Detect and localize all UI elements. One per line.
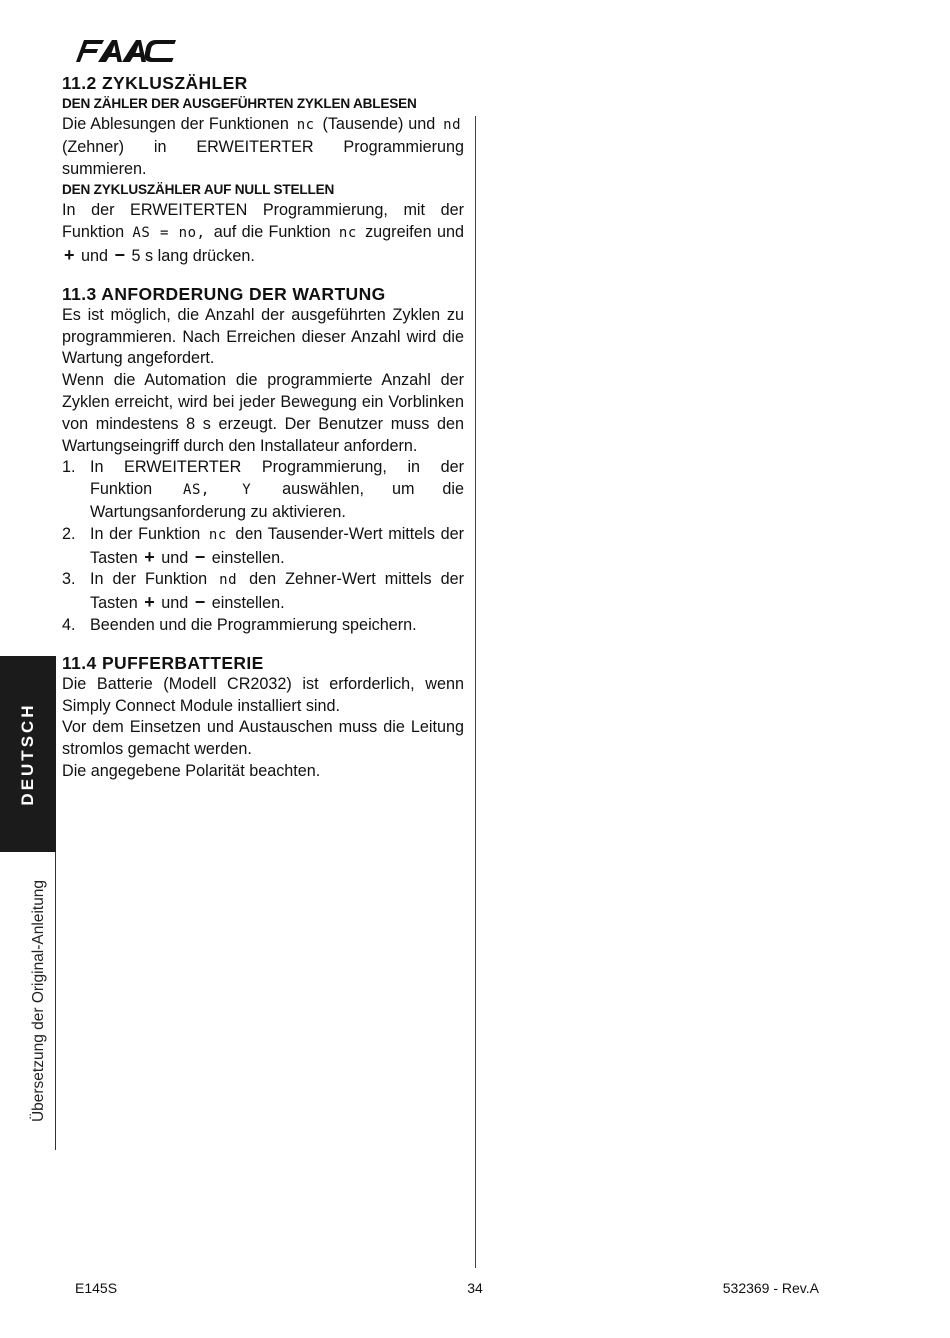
display-code-nc: nc: [338, 225, 357, 242]
minus-key-icon: −: [114, 244, 126, 265]
minus-key-icon: −: [194, 592, 206, 613]
list-item: 4. Beenden und die Programmierung speichern.: [62, 615, 417, 634]
display-code-nc: nc: [296, 117, 315, 133]
footer-model: E145S: [75, 1280, 118, 1296]
maintenance-steps-list: [62, 457, 464, 636]
sidebar-divider: [55, 852, 56, 1150]
paragraph-maintenance-intro: Es ist möglich, die Anzahl der ausgeführten Zyklen zu programmieren. Nach Erreichen dieser Anzahl wird die Wartung angefordert.: [62, 305, 464, 368]
faac-logo: [72, 38, 178, 64]
plus-key-icon: +: [144, 592, 155, 613]
paragraph-battery-model: Die Batterie (Modell CR2032) ist erforderlich, wenn Simply Connect Module installiert sind.: [62, 674, 464, 715]
paragraph-battery-polarity: Die angegebene Polarität beachten.: [62, 761, 321, 780]
list-item: 1. In ERWEITERTER Programmierung, in der Funktion AS, Y auswählen, um die Wartungsanforderung zu aktivieren.: [62, 458, 464, 521]
plus-key-icon: +: [64, 244, 75, 265]
display-code-as-y: AS, Y: [183, 482, 252, 499]
display-code-nc: nc: [208, 526, 227, 543]
display-code-nd: nd: [443, 117, 461, 133]
column-divider: [475, 116, 476, 1268]
language-tab-label: DEUTSCH: [18, 702, 37, 806]
footer-page-number: 34: [467, 1280, 483, 1296]
paragraph-maintenance-detail: Wenn die Automation die programmierte Anzahl der Zyklen erreicht, wird bei jeder Bewegung ein Vorblinken von mindestens 8 s erzeugt. Der Benutzer muss den Wartungseingriff durch den Installateur anfordern.: [62, 371, 464, 455]
subheading-read-counter: DEN ZÄHLER DER AUSGEFÜHRTEN ZYKLEN ABLESEN: [62, 96, 417, 111]
display-code-nd: nd: [219, 572, 238, 589]
section-heading-11-4: 11.4 PUFFERBATTERIE: [62, 652, 264, 673]
display-code-as-no: AS = no,: [132, 225, 206, 242]
footer-doc-revision: 532369 - Rev.A: [722, 1280, 819, 1296]
paragraph-reset-counter: In der ERWEITERTEN Programmierung, mit der Funktion AS = no, auf die Funktion nc zugreifen und + und − 5 s lang drücken.: [62, 201, 464, 265]
main-column: [62, 72, 464, 783]
list-item: 2. In der Funktion nc den Tausender-Wert mittels der Tasten + und − einstellen.: [62, 524, 465, 567]
list-item: 3. In der Funktion nd den Zehner-Wert mittels der Tasten + und − einstellen.: [62, 570, 464, 613]
paragraph-read-counter: Die Ablesungen der Funktionen nc (Tausende) und nd (Zehner) in ERWEITERTER Programmierung summieren.: [62, 115, 464, 178]
subheading-reset-counter: DEN ZYKLUSZÄHLER AUF NULL STELLEN: [62, 182, 335, 198]
paragraph-battery-replace: Vor dem Einsetzen und Austauschen muss die Leitung stromlos gemacht werden.: [62, 718, 464, 759]
minus-key-icon: −: [194, 546, 206, 567]
plus-key-icon: +: [144, 546, 155, 567]
section-heading-11-2: 11.2 ZYKLUSZÄHLER: [62, 73, 248, 93]
translation-note: Übersetzung der Original-Anleitung: [30, 879, 47, 1123]
section-heading-11-3: 11.3 ANFORDERUNG DER WARTUNG: [62, 283, 386, 304]
